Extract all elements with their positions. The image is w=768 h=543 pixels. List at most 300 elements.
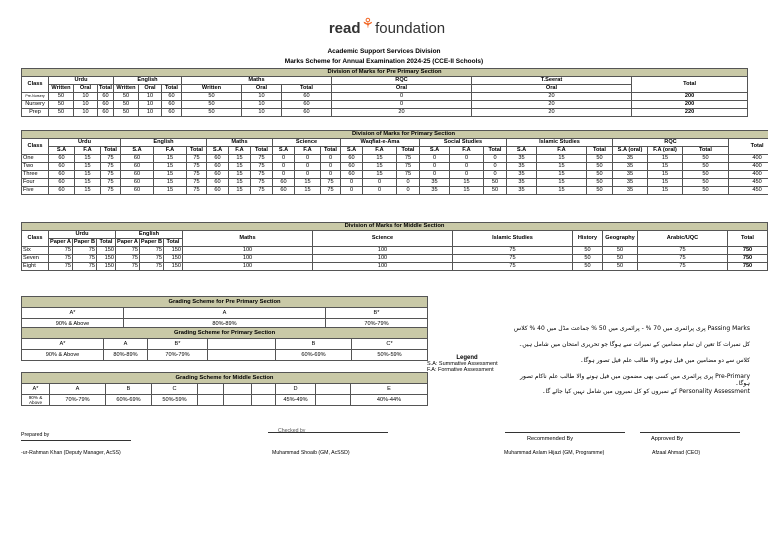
mark-cell: 50 <box>114 101 139 109</box>
mark-cell: 10 <box>139 101 162 109</box>
mark-cell: 100 <box>183 255 313 263</box>
mark-cell: 20 <box>472 93 632 101</box>
grade-label: D <box>276 384 316 395</box>
mark-cell: 75 <box>453 247 573 255</box>
mark-cell: 50 <box>683 187 729 195</box>
mark-cell: 0 <box>295 163 321 171</box>
col-total: Total <box>728 231 768 247</box>
checked-by-label: Checked by <box>278 428 306 434</box>
mark-cell: 0 <box>363 187 397 195</box>
logo-text-foundation: foundation <box>375 20 446 37</box>
table-row <box>22 93 748 101</box>
mark-cell: 35 <box>507 155 537 163</box>
mark-cell: 15 <box>75 163 101 171</box>
grade-label: A* <box>22 339 104 350</box>
row-class: Pre-Nursery <box>22 93 49 101</box>
grading-middle-band: Grading Scheme for Middle Section <box>22 373 428 384</box>
grade-range: 45%-49% <box>276 395 316 406</box>
row-class: Three <box>22 171 49 179</box>
grade-range: 80%-89% <box>104 350 148 361</box>
col-urdu: Urdu <box>49 77 114 85</box>
sub-total: Total <box>101 147 121 155</box>
col-maths: Maths <box>207 139 273 147</box>
mark-cell: 75 <box>321 179 341 187</box>
mark-cell: 15 <box>450 179 484 187</box>
mark-cell: 75 <box>187 163 207 171</box>
middle-marks-table <box>21 222 768 271</box>
mark-cell: 75 <box>453 255 573 263</box>
row-class: One <box>22 155 49 163</box>
col-total: Total <box>729 139 768 155</box>
mark-cell: 15 <box>648 187 683 195</box>
sub-total: Total <box>187 147 207 155</box>
mark-cell: 10 <box>139 93 162 101</box>
primary-band: Division of Marks for Primary Section <box>22 131 768 139</box>
grade-range: 60%-69% <box>106 395 152 406</box>
grade-label: B <box>276 339 352 350</box>
table-row <box>22 179 768 187</box>
mark-cell: 35 <box>507 171 537 179</box>
mark-cell: 100 <box>183 247 313 255</box>
org-name: Academic Support Services Division <box>327 48 441 55</box>
mark-cell: 15 <box>537 171 587 179</box>
mark-cell: 15 <box>154 187 187 195</box>
grade-range: 70%-79% <box>148 350 208 361</box>
mark-cell: 20 <box>472 101 632 109</box>
grading-middle-table <box>21 372 428 406</box>
col-science: Science <box>313 231 453 247</box>
mark-cell: 15 <box>363 163 397 171</box>
middle-band: Division of Marks for Middle Section <box>22 223 768 231</box>
pre-primary-marks-table <box>21 68 748 117</box>
mark-cell: 10 <box>242 109 282 117</box>
mark-cell: 15 <box>154 155 187 163</box>
sub-fa: F.A <box>295 147 321 155</box>
mark-cell: 0 <box>341 187 363 195</box>
mark-cell: 50 <box>683 179 729 187</box>
grade-range: 40%-44% <box>351 395 428 406</box>
mark-cell: 60 <box>49 171 75 179</box>
mark-cell: 60 <box>121 179 154 187</box>
row-total: 750 <box>728 247 768 255</box>
sub-oral: Oral <box>74 85 98 93</box>
mark-cell: 75 <box>73 255 97 263</box>
row-class: Prep <box>22 109 49 117</box>
logo-mark-icon: ⚘ <box>361 15 375 31</box>
grading-pre-band: Grading Scheme for Pre Primary Section <box>22 297 428 308</box>
col-english: English <box>116 231 183 239</box>
mark-cell: 75 <box>49 255 73 263</box>
table-row <box>22 171 768 179</box>
sub-fa: F.A <box>229 147 251 155</box>
recommended-by-label: Recommended By <box>527 436 574 442</box>
table-row <box>22 155 768 163</box>
mark-cell: 150 <box>97 247 116 255</box>
mark-cell: 10 <box>139 109 162 117</box>
mark-cell: 150 <box>164 247 183 255</box>
table-row <box>22 263 768 271</box>
grade-range: 80%-89% <box>124 319 326 330</box>
mark-cell: 60 <box>207 179 229 187</box>
col-class: Class <box>22 231 49 247</box>
mark-cell: 0 <box>450 171 484 179</box>
col-urdu: Urdu <box>49 231 116 239</box>
mark-cell: 0 <box>341 179 363 187</box>
table-row <box>22 247 768 255</box>
mark-cell: 50 <box>573 263 603 271</box>
grade-range: 90% & Above <box>22 395 50 406</box>
mark-cell: 60 <box>282 109 332 117</box>
grade-range: 60%-69% <box>276 350 352 361</box>
row-total: 400 <box>729 171 768 179</box>
mark-cell: 15 <box>648 179 683 187</box>
mark-cell: 35 <box>420 179 450 187</box>
sub-total: Total <box>397 147 420 155</box>
mark-cell: 15 <box>537 187 587 195</box>
mark-cell: 50 <box>683 163 729 171</box>
mark-cell: 75 <box>140 263 164 271</box>
mark-cell: 0 <box>363 179 397 187</box>
signature-line <box>268 432 388 433</box>
col-islamic: Islamic Studies <box>453 231 573 247</box>
mark-cell: 60 <box>162 93 182 101</box>
mark-cell: 150 <box>97 263 116 271</box>
mark-cell: 50 <box>573 247 603 255</box>
table-row <box>22 101 748 109</box>
mark-cell: 60 <box>273 187 295 195</box>
checked-by-name: Muhammad Shoaib (GM, AcSSD) <box>272 450 350 456</box>
sub-total: Total <box>282 85 332 93</box>
mark-cell: 50 <box>683 155 729 163</box>
mark-cell: 0 <box>450 155 484 163</box>
mark-cell: 10 <box>74 109 98 117</box>
mark-cell: 75 <box>73 247 97 255</box>
mark-cell: 0 <box>273 163 295 171</box>
mark-cell: 50 <box>587 163 613 171</box>
grade-range: 50%-59% <box>152 395 198 406</box>
mark-cell: 100 <box>183 263 313 271</box>
row-class: Four <box>22 179 49 187</box>
mark-cell: 50 <box>587 187 613 195</box>
grade-label: E <box>351 384 428 395</box>
col-class: Class <box>22 77 49 93</box>
mark-cell: 0 <box>484 171 507 179</box>
sub-paper-a: Paper A <box>117 239 138 245</box>
legend <box>427 355 507 373</box>
sub-paper-b: Paper B <box>140 239 163 245</box>
mark-cell: 35 <box>507 163 537 171</box>
mark-cell: 50 <box>182 93 242 101</box>
col-rqc: RQC <box>613 139 729 147</box>
mark-cell: 15 <box>154 179 187 187</box>
row-total: 400 <box>729 163 768 171</box>
sub-oral: Oral <box>139 85 162 93</box>
row-total: 200 <box>632 101 748 109</box>
mark-cell: 75 <box>397 163 420 171</box>
mark-cell: 15 <box>363 171 397 179</box>
mark-cell: 75 <box>140 247 164 255</box>
mark-cell: 75 <box>187 179 207 187</box>
mark-cell: 75 <box>251 155 273 163</box>
mark-cell: 50 <box>587 155 613 163</box>
mark-cell: 60 <box>273 179 295 187</box>
mark-cell: 0 <box>321 155 341 163</box>
legend-title: Legend <box>456 355 478 361</box>
sub-written: Written <box>49 85 74 93</box>
mark-cell: 150 <box>164 263 183 271</box>
grade-range: 90% & Above <box>22 350 104 361</box>
sub-fa: F.A <box>154 147 187 155</box>
mark-cell: 60 <box>49 155 75 163</box>
mark-cell: 50 <box>484 179 507 187</box>
prepared-by-name: -ur-Rahman Khan (Deputy Manager, AcSS) <box>21 450 121 456</box>
mark-cell: 75 <box>101 187 121 195</box>
row-total: 750 <box>728 263 768 271</box>
mark-cell: 75 <box>73 263 97 271</box>
mark-cell: 10 <box>242 93 282 101</box>
mark-cell: 75 <box>140 255 164 263</box>
logo <box>307 15 467 46</box>
legend-fa: F.A: Formative Assessment <box>427 367 494 373</box>
mark-cell: 35 <box>613 187 648 195</box>
table-row <box>22 163 768 171</box>
sub-total: Total <box>251 147 273 155</box>
legend-sa: S.A: Summative Assessment <box>427 361 498 367</box>
sub-total: Total <box>587 147 613 155</box>
grade-label: A* <box>22 384 50 395</box>
sub-total: Total <box>164 239 183 247</box>
grade-range: 70%-79% <box>326 319 428 330</box>
sub-sa: S.A <box>341 147 363 155</box>
mark-cell: 60 <box>121 171 154 179</box>
sub-sa: S.A <box>420 147 450 155</box>
mark-cell: 150 <box>164 255 183 263</box>
mark-cell: 60 <box>207 187 229 195</box>
mark-cell: 35 <box>420 187 450 195</box>
mark-cell: 15 <box>75 179 101 187</box>
col-class: Class <box>22 139 49 155</box>
mark-cell: 75 <box>321 187 341 195</box>
note-passing-marks: Passing Marks پری پرائمری میں 70 % - پرائمری میں 50 % جماعت مڈل میں 40 % کلاس <box>513 325 750 332</box>
logo-text-read: read <box>328 20 361 37</box>
mark-cell: 15 <box>229 155 251 163</box>
mark-cell: 75 <box>187 155 207 163</box>
mark-cell: 10 <box>74 93 98 101</box>
mark-cell: 50 <box>603 263 638 271</box>
sub-paper-a: Paper A <box>50 239 71 245</box>
mark-cell: 100 <box>313 255 453 263</box>
mark-cell: 60 <box>207 155 229 163</box>
mark-cell: 100 <box>313 263 453 271</box>
sub-oral: Oral <box>242 85 282 93</box>
signature-line <box>21 440 131 441</box>
mark-cell: 15 <box>363 155 397 163</box>
sub-paper-b: Paper B <box>73 239 96 245</box>
col-seerat: T.Seerat <box>472 77 632 85</box>
table-row <box>22 187 768 195</box>
sub-fa: F.A <box>363 147 397 155</box>
sub-total: Total <box>99 85 112 91</box>
sub-sa-oral: S.A (oral) <box>613 147 648 155</box>
mark-cell: 50 <box>573 255 603 263</box>
mark-cell: 60 <box>98 109 114 117</box>
signature-line <box>640 432 740 433</box>
mark-cell: 75 <box>101 179 121 187</box>
col-geography: Geography <box>603 231 638 247</box>
mark-cell: 50 <box>603 255 638 263</box>
mark-cell: 75 <box>116 255 140 263</box>
mark-cell: 75 <box>49 247 73 255</box>
mark-cell: 50 <box>182 109 242 117</box>
mark-cell: 50 <box>182 101 242 109</box>
mark-cell: 35 <box>613 163 648 171</box>
mark-cell: 60 <box>49 187 75 195</box>
row-total: 400 <box>729 155 768 163</box>
approved-by-name: Afzaal Ahmad (CEO) <box>652 450 701 456</box>
grade-label: A <box>104 339 148 350</box>
mark-cell: 60 <box>49 179 75 187</box>
row-class: Seven <box>22 255 49 263</box>
mark-cell: 0 <box>321 171 341 179</box>
sub-total: Total <box>484 147 507 155</box>
mark-cell: 75 <box>116 263 140 271</box>
mark-cell: 50 <box>49 101 74 109</box>
grading-primary-table <box>21 327 428 361</box>
mark-cell: 60 <box>98 101 114 109</box>
mark-cell: 60 <box>49 163 75 171</box>
sub-sa: S.A <box>507 147 537 155</box>
mark-cell: 60 <box>121 155 154 163</box>
grading-primary-band: Grading Scheme for Primary Section <box>22 328 428 339</box>
row-total: 750 <box>728 255 768 263</box>
mark-cell: 75 <box>251 171 273 179</box>
mark-cell: 75 <box>251 163 273 171</box>
sub-fa: F.A <box>537 147 587 155</box>
mark-cell: 0 <box>450 163 484 171</box>
row-total: 450 <box>729 179 768 187</box>
mark-cell: 75 <box>638 263 728 271</box>
mark-cell: 15 <box>450 187 484 195</box>
mark-cell: 0 <box>420 155 450 163</box>
note-total-marks: کل نمبرات کا تعین ان تمام مضامین کے نمبرات سے ہوگا جو تحریری امتحان میں شامل ہیں۔ <box>518 341 750 348</box>
mark-cell: 75 <box>397 171 420 179</box>
col-rqc: RQC <box>332 77 472 85</box>
mark-cell: 0 <box>332 101 472 109</box>
mark-cell: 0 <box>321 163 341 171</box>
col-history: History <box>573 231 603 247</box>
row-total: 200 <box>632 93 748 101</box>
row-class: Eight <box>22 263 49 271</box>
mark-cell: 0 <box>484 163 507 171</box>
mark-cell: 10 <box>74 101 98 109</box>
mark-cell: 75 <box>251 187 273 195</box>
col-total: Total <box>632 77 748 93</box>
col-arabic: Arabic/UQC <box>638 231 728 247</box>
mark-cell: 75 <box>638 255 728 263</box>
row-total: 450 <box>729 187 768 195</box>
mark-cell: 35 <box>507 187 537 195</box>
mark-cell: 15 <box>229 163 251 171</box>
mark-cell: 60 <box>98 93 114 101</box>
mark-cell: 75 <box>116 247 140 255</box>
mark-cell: 75 <box>101 155 121 163</box>
mark-cell: 50 <box>114 93 139 101</box>
mark-cell: 50 <box>114 109 139 117</box>
mark-cell: 15 <box>537 179 587 187</box>
mark-cell: 75 <box>187 171 207 179</box>
mark-cell: 0 <box>420 171 450 179</box>
sub-fa: F.A <box>450 147 484 155</box>
mark-cell: 15 <box>229 171 251 179</box>
mark-cell: 15 <box>154 163 187 171</box>
mark-cell: 0 <box>420 163 450 171</box>
mark-cell: 20 <box>472 109 632 117</box>
mark-cell: 150 <box>97 255 116 263</box>
mark-cell: 50 <box>49 109 74 117</box>
col-maths: Maths <box>183 231 313 247</box>
pre-primary-band: Division of Marks for Pre Primary Section <box>22 69 748 77</box>
sub-written: Written <box>114 85 139 93</box>
mark-cell: 15 <box>648 171 683 179</box>
mark-cell: 60 <box>121 163 154 171</box>
grade-range: 50%-59% <box>352 350 428 361</box>
approved-by-label: Approved By <box>651 436 684 442</box>
col-science: Science <box>273 139 341 147</box>
col-urdu: Urdu <box>49 139 121 147</box>
grade-range: 70%-79% <box>50 395 106 406</box>
col-social: Social Studies <box>420 139 507 147</box>
mark-cell: 50 <box>603 247 638 255</box>
mark-cell: 60 <box>282 93 332 101</box>
mark-cell: 0 <box>295 171 321 179</box>
mark-cell: 15 <box>75 171 101 179</box>
col-islamic: Islamic Studies <box>507 139 613 147</box>
mark-cell: 0 <box>397 179 420 187</box>
note-personality: Personality Assessment کے نمبروں کو کل نمبروں میں شامل نہیں کیا جائے گا۔ <box>541 388 750 395</box>
mark-cell: 60 <box>341 155 363 163</box>
mark-cell: 35 <box>613 155 648 163</box>
grade-label: A <box>124 308 326 319</box>
mark-cell: 0 <box>332 93 472 101</box>
mark-cell: 15 <box>229 187 251 195</box>
grade-label: C <box>152 384 198 395</box>
mark-cell: 60 <box>162 109 182 117</box>
mark-cell: 20 <box>332 109 472 117</box>
mark-cell: 60 <box>341 163 363 171</box>
mark-cell: 60 <box>162 101 182 109</box>
mark-cell: 0 <box>397 187 420 195</box>
sub-fa-oral: F.A (oral) <box>648 147 683 155</box>
mark-cell: 50 <box>587 179 613 187</box>
row-total: 220 <box>632 109 748 117</box>
grading-pre-primary-table <box>21 296 428 330</box>
mark-cell: 15 <box>75 155 101 163</box>
grade-label: B <box>106 384 152 395</box>
mark-cell: 15 <box>154 171 187 179</box>
grade-label: B* <box>148 339 208 350</box>
sub-written: Written <box>182 85 242 93</box>
sub-sa: S.A <box>207 147 229 155</box>
row-class: Five <box>22 187 49 195</box>
sub-total: Total <box>162 85 182 93</box>
col-waqfiat: Waqfiat-e-Ama <box>341 139 420 147</box>
document-title: Marks Scheme for Annual Examination 2024-25 (CCE-II Schools) <box>284 58 484 65</box>
mark-cell: 10 <box>242 101 282 109</box>
mark-cell: 75 <box>251 179 273 187</box>
col-english: English <box>121 139 207 147</box>
sub-oral: Oral <box>472 85 632 93</box>
mark-cell: 15 <box>648 155 683 163</box>
